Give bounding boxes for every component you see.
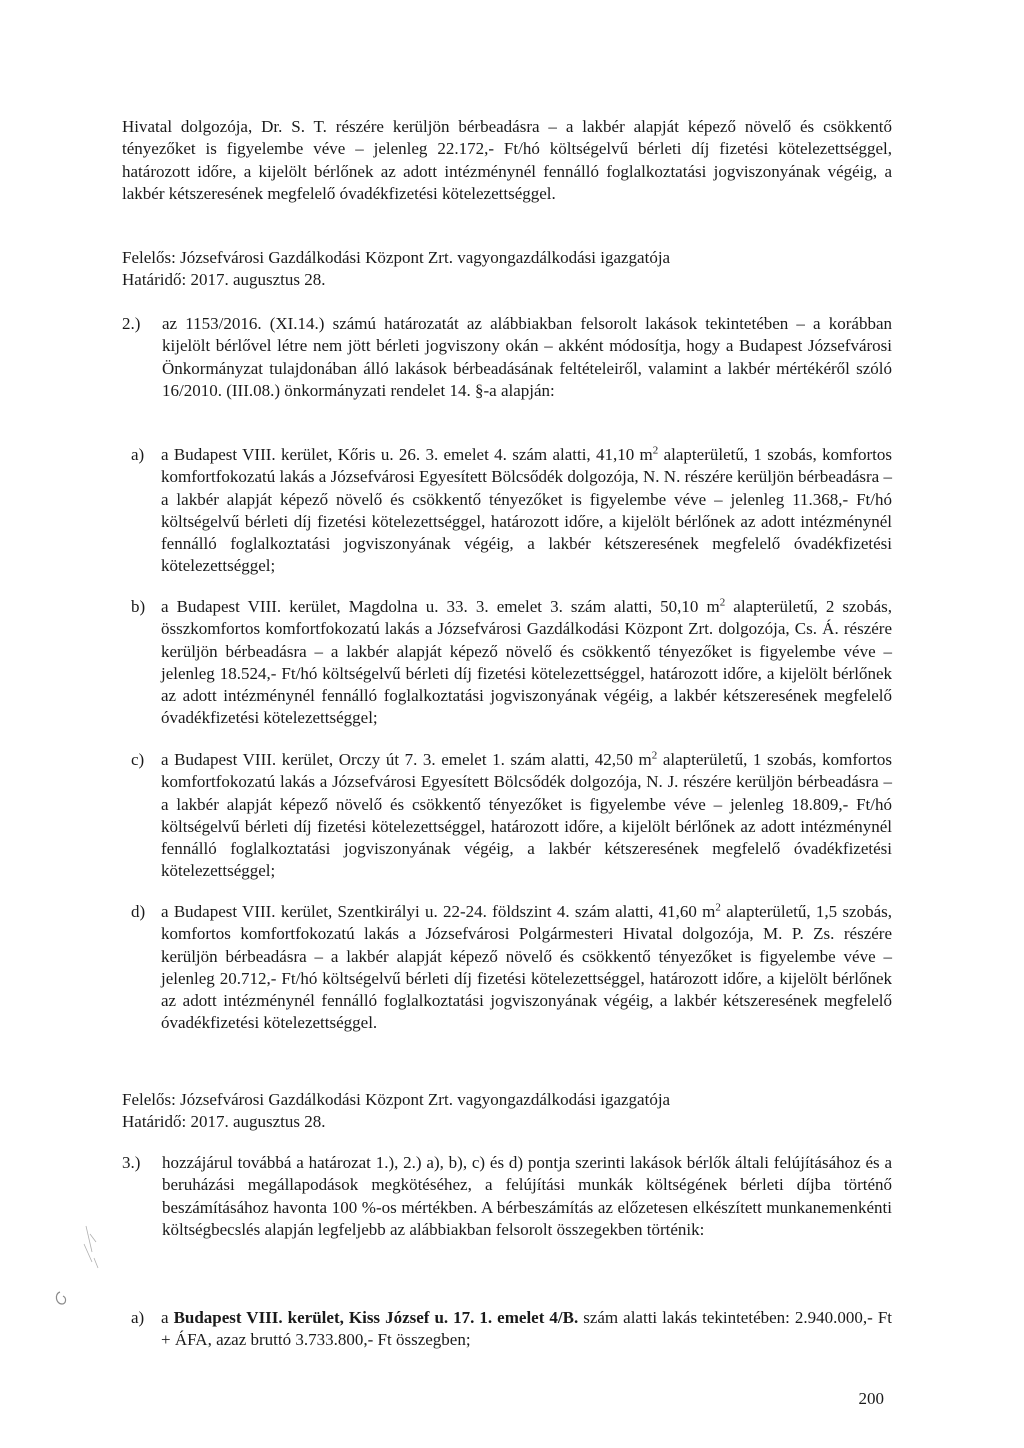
superscript: 2	[651, 749, 658, 762]
list-item	[131, 749, 892, 883]
list-item-label: a)	[131, 1308, 145, 1327]
item-text-start: a Budapest VIII. kerület, Magdolna u. 33. 3. emelet 3. szám alatti, 50,10 m	[161, 597, 720, 616]
point-3	[122, 1152, 892, 1241]
responsible-line: Felelős: Józsefvárosi Gazdálkodási Központ Zrt. vagyongazdálkodási igazgatója	[122, 248, 671, 267]
item-text-end: alapterületű, 1 szobás, komfortos komfortfokozatú lakás a Józsefvárosi Egyesített Bölcsődék dolgozója, N. N. részére kerüljön bérbeadásra – a lakbér alapját képező növelő és csökkentő tényezőket is figyelembe véve – jelenleg 11.368,- Ft/hó költségelvű bérleti díj fizetési kötelezettséggel, határozott időre, a kijelölt bérlőnek az adott intézménynél fennálló foglalkoztatási jogviszonyának végéig, a lakbér kétszeresének megfelelő óvadékfizetési kötelezettséggel;	[161, 445, 892, 576]
item-text-end: szám alatti lakás tekintetében: 2.940.000,- Ft + ÁFA, azaz bruttó 3.733.800,- Ft összegben;	[161, 1308, 893, 1350]
list-item	[131, 444, 892, 578]
item-text-start: a	[161, 1308, 174, 1327]
point-number: 2.)	[122, 314, 141, 333]
item-text-start: a Budapest VIII. kerület, Kőris u. 26. 3. emelet 4. szám alatti, 41,10 m	[161, 445, 653, 464]
list-item-text	[161, 901, 892, 1035]
superscript: 2	[652, 444, 659, 457]
responsible-line: Felelős: Józsefvárosi Gazdálkodási Központ Zrt. vagyongazdálkodási igazgatója	[122, 1090, 671, 1109]
list-item	[131, 901, 892, 1035]
list-item-label: a)	[131, 445, 145, 464]
page-number: 200	[858, 1389, 884, 1408]
list-item-text	[161, 596, 892, 730]
list-item	[131, 1307, 892, 1352]
list-item-label: d)	[131, 902, 146, 921]
scan-smudge-mark	[52, 1222, 102, 1312]
bold-address: Budapest VIII. kerület, Kiss József u. 17. 1. emelet 4/B.	[173, 1308, 579, 1327]
deadline-line: Határidő: 2017. augusztus 28.	[122, 1112, 326, 1132]
list-item-text	[161, 749, 892, 883]
superscript: 2	[715, 901, 721, 914]
item-text-end: alapterületű, 1 szobás, komfortos komfortfokozatú lakás a Józsefvárosi Egyesített Bölcsődék dolgozója, N. J. részére kerüljön bérbeadásra – a lakbér alapját képező növelő és csökkentő tényezőket is figyelembe véve – jelenleg 18.809,- Ft/hó költségelvű bérleti díj fizetési kötelezettséggel, határozott időre, a kijelölt bérlőnek az adott intézménynél fennálló foglalkoztatási jogviszonyának végéig, a lakbér kétszeresének megfelelő óvadékfizetési kötelezettséggel;	[161, 750, 892, 881]
superscript: 2	[719, 596, 726, 609]
item-text-start: a Budapest VIII. kerület, Szentkirályi u. 22-24. földszint 4. szám alatti, 41,60 m	[161, 902, 716, 921]
deadline-line: Határidő: 2017. augusztus 28.	[122, 270, 326, 290]
list-item-label: c)	[131, 750, 145, 769]
responsible-block	[122, 1089, 892, 1134]
point-number: 3.)	[122, 1153, 141, 1172]
paragraph-continuation: Hivatal dolgozója, Dr. S. T. részére kerüljön bérbeadásra – a lakbér alapját képező növelő és csökkentő tényezőket is figyelembe véve – jelenleg 22.172,- Ft/hó költségelvű bérleti díj fizetési kötelezettséggel, határozott időre, a kijelölt bérlőnek az adott intézménynél fennálló foglalkoztatási jogviszonyának végéig, a lakbér kétszeresének megfelelő óvadékfizetési kötelezettséggel.	[122, 117, 892, 203]
list-item-label: b)	[131, 597, 146, 616]
list-item-text	[161, 1307, 892, 1352]
item-text-end: alapterületű, 1,5 szobás, komfortos komfortfokozatú lakás a Józsefvárosi Polgármesteri Hivatal dolgozója, M. P. Zs. részére kerüljön bérbeadásra – a lakbér alapját képező növelő és csökkentő tényezőket is figyelembe véve – jelenleg 20.712,- Ft/hó költségelvű bérleti díj fizetési kötelezettséggel, határozott időre, a kijelölt bérlőnek az adott intézménynél fennálló foglalkoztatási jogviszonyának végéig, a lakbér kétszeresének megfelelő óvadékfizetési kötelezettséggel.	[161, 902, 892, 1033]
item-text-start: a Budapest VIII. kerület, Orczy út 7. 3. emelet 1. szám alatti, 42,50 m	[161, 750, 652, 769]
responsible-block	[122, 247, 892, 292]
item-text-end: alapterületű, 2 szobás, összkomfortos komfortfokozatú lakás a Józsefvárosi Gazdálkodási Központ Zrt. dolgozója, Cs. Á. részére kerüljön bérbeadásra – a lakbér alapját képező növelő és csökkentő tényezőket is figyelembe véve – jelenleg 18.524,- Ft/hó költségelvű bérleti díj fizetési kötelezettséggel, határozott időre, a kijelölt bérlőnek az adott intézménynél fennálló foglalkoztatási jogviszonyának végéig, a lakbér kétszeresének megfelelő óvadékfizetési kötelezettséggel;	[161, 597, 892, 728]
point-text: hozzájárul továbbá a határozat 1.), 2.) a), b), c) és d) pontja szerinti lakások bérlők általi felújításához és a beruházási megállapodások megkötéséhez, a felújítási munkák költségének bérleti díjba történő beszámításához havonta 100 %-os mértékben. A bérbeszámítás az előzetesen elkészített munkanemenkénti költségbecslés alapján legfeljebb az alábbiakban felsorolt összegekben történik:	[162, 1153, 892, 1239]
point-text: az 1153/2016. (XI.14.) számú határozatát az alábbiakban felsorolt lakások tekintetében – a korábban kijelölt bérlővel létre nem jött bérleti jogviszony okán – akként módosítja, hogy a Budapest Józsefvárosi Önkormányzat tulajdonában álló lakások bérbeadásának feltételeiről, valamint a lakbér mértékéről szóló 16/2010. (III.08.) önkormányzati rendelet 14. §-a alapján:	[162, 314, 892, 400]
list-item	[131, 596, 892, 730]
list-item-text	[161, 444, 892, 578]
point-2	[122, 313, 892, 402]
